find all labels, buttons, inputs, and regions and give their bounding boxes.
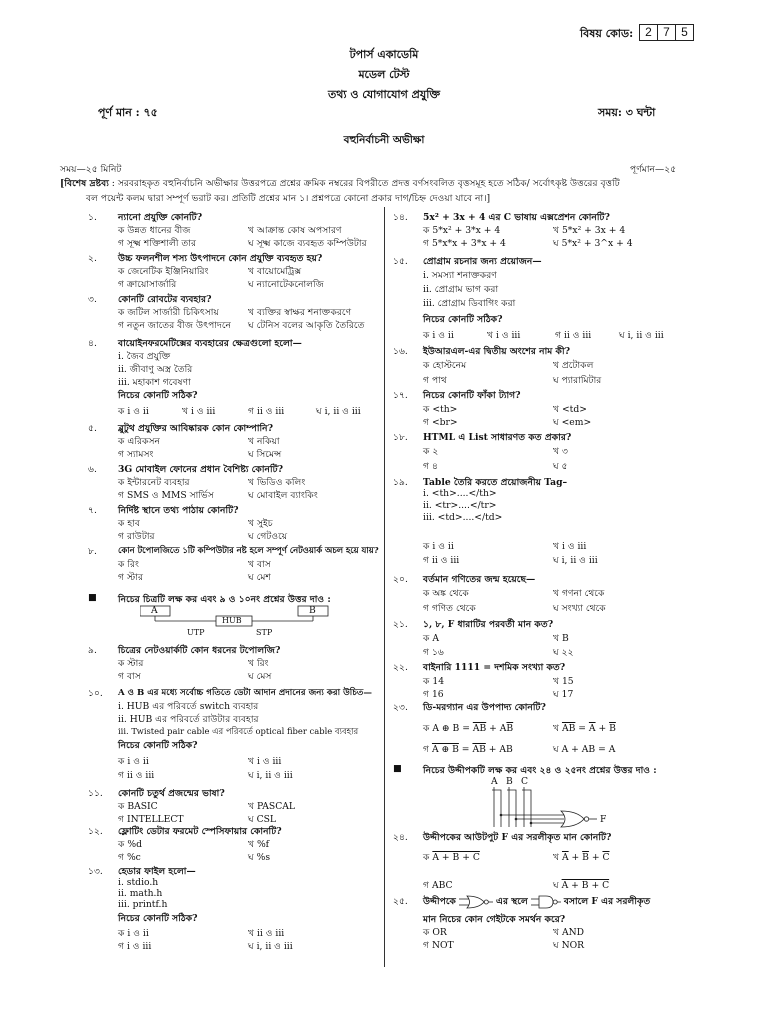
option-gha[interactable]: ঘ %s — [248, 852, 271, 863]
option-gha[interactable]: ঘ টেনিস বলের আকৃতি তৈরিতে — [248, 320, 365, 331]
expr-part: A + B + C — [432, 852, 480, 863]
option-ka[interactable]: ক জটিল সার্জারী চিকিৎসায় — [118, 307, 219, 318]
section-title: বহুনির্বাচনী অভীক্ষা — [343, 134, 425, 146]
q-text-part: এর স্থলে — [495, 896, 528, 907]
subject-name: তথ্য ও যোগাযোগ প্রযুক্তি — [327, 88, 441, 101]
option-ka[interactable]: ক %d — [118, 839, 142, 850]
option-ga[interactable]: গ ৪ — [423, 461, 438, 472]
option-ga[interactable]: গ 5*x*x + 3*x + 4 — [423, 238, 506, 249]
option-ga[interactable]: গ নতুন জাতের বীজ উৎপাদনে — [118, 320, 232, 331]
code-digit: 7 — [657, 24, 676, 41]
bullet: ■ — [393, 763, 402, 774]
option-ga[interactable]: গ INTELLECT — [118, 814, 184, 825]
option-ga[interactable]: গ বাস — [118, 671, 141, 682]
ask-text: নিচের কোনটি সঠিক? — [118, 913, 198, 924]
option-ga[interactable]: গ ii ও iii — [248, 406, 285, 417]
option-ka[interactable] — [423, 721, 513, 736]
not-gate-a — [492, 790, 501, 793]
statement: i. জৈব প্রযুক্তি — [118, 351, 171, 362]
expr-part: A + AB = A — [561, 744, 616, 755]
q-text: নির্দিষ্ট স্থানে তথ্য পাঠায় কোনটি? — [118, 505, 239, 516]
option-gha[interactable]: ঘ i, ii ও iii — [619, 330, 664, 341]
option-kha[interactable]: খ i ও iii — [487, 330, 521, 341]
nor-gate-icon — [459, 895, 493, 909]
expr-part: $\overline{A}$ — [561, 852, 569, 863]
option-kha[interactable]: খ সুইচ — [248, 518, 273, 529]
stimulus-text: নিচের চিত্রটি লক্ষ কর এবং ৯ ও ১০নং প্রশ্নের উত্তর দাও : — [118, 594, 331, 605]
option-ka[interactable] — [423, 850, 480, 865]
q-text — [423, 894, 650, 909]
q-number: ১২. — [88, 826, 103, 837]
option-kha[interactable]: খ <td> — [553, 404, 587, 415]
expr-part: ABC — [431, 880, 453, 891]
option-letter: খ — [553, 723, 560, 734]
option-letter: ঘ — [553, 880, 559, 891]
q-number: ৩. — [88, 294, 97, 305]
q-text: চিত্রের নেটওয়ার্কটি কোন ধরনের টপোলজি? — [118, 645, 281, 656]
option-ka[interactable]: ক জেনেটিক ইঞ্জিনিয়ারিং — [118, 266, 209, 277]
option-ka[interactable]: ক i ও ii — [118, 928, 149, 939]
q-text: মান নিচের কোন গেইটকে সমর্থন করে? — [423, 914, 566, 925]
option-ga[interactable]: গ ii ও iii — [118, 770, 155, 781]
option-ka[interactable]: ক 5*x² + 3*x + 4 — [423, 225, 501, 236]
output-f-label: F — [600, 814, 607, 825]
option-gha[interactable]: ঘ <em> — [553, 417, 592, 428]
q-text: প্রোগ্রাম রচনার জন্য প্রয়োজন— — [423, 256, 542, 267]
ask-text: নিচের কোনটি সঠিক? — [118, 740, 198, 751]
q-number: ১. — [88, 212, 97, 223]
q-text: বর্তমান গণিতের জন্ম হয়েছে— — [423, 574, 536, 585]
exam-name: মডেল টেস্ট — [358, 68, 410, 81]
q-text: উচ্চ ফলনশীল শস্য উৎপাদনে কোন প্রযুক্তি ব্যবহৃত হয়? — [118, 253, 323, 264]
option-ka[interactable]: ক রিং — [118, 559, 139, 570]
statement: i. HUB এর পরিবর্তে switch ব্যবহার — [118, 701, 259, 712]
q-number: ১৪. — [393, 212, 408, 223]
option-ga[interactable]: গ <br> — [423, 417, 458, 428]
statement: iii. printf.h — [118, 899, 168, 910]
option-ka[interactable]: ক ইন্টারনেট ব্যবহার — [118, 477, 190, 488]
option-kha[interactable]: খ 5*x² + 3x + 4 — [553, 225, 626, 236]
option-ka[interactable]: ক এরিকসন — [118, 436, 161, 447]
option-letter: গ — [423, 880, 430, 891]
option-ka[interactable]: ক স্টার — [118, 658, 144, 669]
option-letter: খ — [553, 852, 560, 863]
q-text: নিচের কোনটি ফাঁকা ট্যাগ? — [423, 390, 521, 401]
stimulus-text: নিচের উদ্দীপকটি লক্ষ কর এবং ২৪ ও ২৫নং প্রশ্নের উত্তর দাও : — [423, 765, 657, 776]
option-ka[interactable]: ক হাব — [118, 518, 140, 529]
statement: i. সমস্যা শনাক্তকরণ — [423, 270, 497, 281]
bullet: ■ — [88, 592, 97, 603]
option-gha[interactable]: ঘ ন্যানোটেকনোলজি — [248, 279, 324, 290]
option-gha[interactable]: ঘ প্যারামিটার — [553, 375, 602, 386]
option-gha[interactable]: ঘ গেটওয়ে — [248, 531, 288, 542]
option-ka[interactable]: ক হোস্টনেম — [423, 360, 467, 371]
option-ka[interactable]: ক i ও ii — [118, 756, 149, 767]
q-number: ১৯. — [393, 477, 408, 488]
q-number: ৪. — [88, 338, 97, 349]
q-text: ব্লুটুথ প্রযুক্তির আবিষ্কারক কোন কোম্পানি? — [118, 423, 274, 434]
not-gate-c — [522, 790, 531, 793]
option-gha[interactable]: ঘ NOR — [553, 940, 585, 951]
input-c-label: C — [521, 776, 529, 787]
option-gha[interactable]: ঘ 17 — [553, 689, 574, 700]
expr-part: $\overline{B}$ — [582, 852, 589, 863]
expr-part: $\overline{AB}$ — [472, 723, 487, 734]
statement: iii. প্রোগ্রাম ডিবাগিং করা — [423, 298, 516, 309]
option-kha[interactable]: খ 15 — [553, 676, 574, 687]
institution-name: টপার্স একাডেমি — [349, 48, 419, 61]
option-gha[interactable]: ঘ i, ii ও iii — [316, 406, 361, 417]
q-number: ২০. — [393, 574, 408, 585]
statement: ii. math.h — [118, 888, 163, 899]
ask-text: নিচের কোনটি সঠিক? — [423, 314, 503, 325]
nand-gate-icon — [531, 895, 561, 909]
option-ka[interactable]: ক i ও ii — [423, 541, 454, 552]
option-ka[interactable]: ক BASIC — [118, 801, 158, 812]
option-kha[interactable]: খ %f — [248, 839, 270, 850]
option-ka[interactable]: ক অঙ্ক থেকে — [423, 588, 469, 599]
q-number: ২৫. — [393, 896, 408, 907]
expr-part: $\overline{C}$ — [602, 852, 610, 863]
q-number: ১০. — [88, 688, 103, 699]
q-number: ২. — [88, 253, 97, 264]
q-text-part: উদ্দীপকে — [423, 896, 456, 907]
option-ka[interactable]: ক i ও ii — [118, 406, 149, 417]
expr-part: $\overline{AB}$ — [472, 744, 486, 755]
option-gha[interactable]: ঘ সূক্ষ্ম কাজে ব্যবহৃত কম্পিউটার — [248, 238, 367, 249]
q-number: ১৮. — [393, 432, 408, 443]
option-letter: গ — [423, 744, 430, 755]
statement: ii. HUB এর পরিবর্তে রাউটার ব্যবহার — [118, 714, 259, 725]
q-number: ৮. — [88, 546, 97, 557]
expr-part: $\overline{AB}$ — [561, 723, 576, 734]
junction-dot — [530, 822, 533, 825]
node-a-label: A — [151, 605, 158, 616]
q-text: A ও B এর মধ্যে সর্বোচ্চ গতিতে ডেটা আদান প্রদানের জন্য করা উচিত— — [118, 688, 372, 698]
q-text: কোন টপোলজিতে ১টি কম্পিউটার নষ্ট হলে সম্পূর্ণ নেটওয়ার্ক অচল হয়ে যায়? — [118, 545, 379, 555]
q-text: HTML এ List সাধারণত কত প্রকার? — [423, 432, 572, 443]
node-b-label: B — [309, 605, 316, 616]
option-kha[interactable]: খ প্রটোকল — [553, 360, 594, 371]
q-number: ২৪. — [393, 832, 408, 843]
q-text: ন্যানো প্রযুক্তি কোনটি? — [118, 212, 203, 223]
option-gha[interactable]: ঘ মেস — [248, 671, 272, 682]
option-ga[interactable]: গ NOT — [423, 940, 454, 951]
option-ka[interactable]: ক OR — [423, 927, 447, 938]
q-number: ১১. — [88, 788, 103, 799]
note-label: [বিশেষ দ্রষ্টব্য — [60, 178, 109, 189]
option-ga[interactable]: গ ক্রায়োসার্জারি — [118, 279, 177, 290]
q-number: ৭. — [88, 505, 97, 516]
q-text: উদ্দীপকের আউটপুট F এর সরলীকৃত মান কোনটি? — [423, 832, 612, 843]
q-text: হেডার ফাইল হলো— — [118, 866, 196, 877]
option-kha[interactable]: খ বাস — [248, 559, 271, 570]
option-ka[interactable]: ক A — [423, 633, 439, 644]
option-kha[interactable]: খ নকিয়া — [248, 436, 280, 447]
expr-part: $\overline{B}$ — [609, 723, 616, 734]
utp-label: UTP — [187, 628, 205, 637]
q-text: ইউআরএল-এর দ্বিতীয় অংশের নাম কী? — [423, 346, 570, 357]
option-ga[interactable]: গ সূক্ষ্ম শক্তিশালী তার — [118, 238, 197, 249]
subject-code-box — [640, 24, 694, 41]
statement: ii. প্রোগ্রাম ভাগ করা — [423, 284, 499, 295]
option-kha[interactable] — [553, 721, 616, 736]
statement: i. stdio.h — [118, 877, 159, 888]
expr-part: A ⊕ B = — [432, 723, 473, 734]
section-time: সময়—২৫ মিনিট — [60, 164, 122, 175]
option-gha[interactable] — [553, 878, 609, 893]
expr-part: + A — [486, 723, 507, 734]
option-gha[interactable]: ঘ ৫ — [553, 461, 568, 472]
hub-label: HUB — [222, 616, 242, 625]
option-gha[interactable]: ঘ মোবাইল ব্যাংকিং — [248, 490, 318, 501]
section-marks: পূর্ণমান—২৫ — [630, 164, 677, 175]
option-kha[interactable]: খ ভিডিও কলিং — [248, 477, 306, 488]
expr-part: $\overline{B}$ — [506, 723, 514, 734]
option-gha[interactable]: ঘ মেশ — [248, 572, 271, 583]
option-gha[interactable]: ঘ 5*x² + 3^x + 4 — [553, 238, 633, 249]
nor-gate — [561, 811, 584, 827]
option-ga[interactable]: গ %c — [118, 852, 141, 863]
q-text: বায়োইনফরমেটিক্সের ব্যবহারের ক্ষেত্রগুলো হলো— — [118, 338, 302, 349]
q-text: 5x² + 3x + 4 এর C ভাষায় এক্সপ্রেশন কোনটি? — [423, 212, 610, 223]
option-ga[interactable] — [423, 878, 453, 893]
option-kha[interactable]: খ i ও iii — [182, 406, 216, 417]
option-gha[interactable]: ঘ সংখ্যা থেকে — [553, 603, 606, 614]
option-ka[interactable]: ক <th> — [423, 404, 458, 415]
logic-circuit-diagram — [489, 787, 599, 829]
option-gha[interactable]: ঘ i, ii ও iii — [248, 770, 293, 781]
statement: ii. জীবাণু অস্ত্র তৈরি — [118, 364, 193, 375]
option-ga[interactable]: গ 16 — [423, 689, 444, 700]
statement: iii. <td>....</td> — [423, 512, 503, 523]
expr-part: + — [595, 723, 610, 734]
option-ga[interactable]: গ গণিত থেকে — [423, 603, 476, 614]
code-digit: 5 — [675, 24, 694, 41]
code-digit: 2 — [639, 24, 658, 41]
ask-text: নিচের কোনটি সঠিক? — [118, 390, 198, 401]
q-text: কোনটি চতুর্থ প্রজন্মের ভাষা? — [118, 788, 225, 799]
full-marks: পূর্ণ মান : ৭৫ — [98, 106, 158, 119]
q-number: ১৭. — [393, 390, 408, 401]
option-kha[interactable]: খ বায়োমেট্রিক্স — [248, 266, 302, 277]
q-number: ২১. — [393, 619, 408, 630]
q-text: ডি-মরগ্যান এর উপপাদ্য কোনটি? — [423, 702, 546, 713]
q-text: কোনটি রোবটের ব্যবহার? — [118, 294, 212, 305]
option-kha[interactable]: খ PASCAL — [248, 801, 295, 812]
option-ka[interactable]: ক i ও ii — [423, 330, 454, 341]
column-divider — [384, 207, 385, 967]
option-ga[interactable]: গ i ও iii — [118, 941, 152, 952]
junction-dot — [500, 814, 503, 817]
exam-time: সময়: ৩ ঘন্টা — [598, 106, 656, 119]
note-line: : সরবরাহকৃত বহুনির্বাচনি অভীক্ষার উত্তরপত্রে প্রশ্নের ক্রমিক নম্বরের বিপরীতে প্রদত্ত বর্ণসংবলিত বৃত্তসমূহ হতে সঠিক/ সর্বোৎকৃষ্ট উত্তরের বৃত্তটি — [111, 178, 620, 189]
q-text-part: বসালে F এর সরলীকৃত — [563, 896, 651, 907]
expr-part: $\overline{A}$ — [588, 723, 596, 734]
q-text: ফ্লোটিং ডেটার ফরমেট স্পেসিফায়ার কোনটি? — [118, 826, 282, 837]
q-number: ১৫. — [393, 256, 408, 267]
option-ga[interactable]: গ পাথ — [423, 375, 447, 386]
expr-part: = — [575, 723, 589, 734]
input-a-label: A — [491, 776, 498, 787]
q-text: বাইনারি 1111 = দশমিক সংখ্যা কত? — [423, 662, 566, 673]
option-ka[interactable]: ক 14 — [423, 676, 445, 687]
option-kha[interactable]: খ i ও iii — [553, 541, 587, 552]
option-kha[interactable]: খ ব্যক্তির স্বাক্ষর শনাক্তকরণে — [248, 307, 352, 318]
q-number: ৯. — [88, 645, 97, 656]
statement: iii. Twisted pair cable এর পরিবর্তে optical fiber cable ব্যবহার — [118, 726, 359, 736]
q-text: Table তৈরি করতে প্রয়োজনীয় Tag– — [423, 477, 568, 488]
option-kha[interactable]: খ $\overline{A} + \overline{B} + \overline{C}$ — [553, 852, 610, 863]
option-ga[interactable]: গ স্যামসং — [118, 449, 154, 460]
option-ga[interactable]: গ ১৬ — [423, 647, 444, 658]
option-kha[interactable]: খ আক্রান্ত কোষ অপসারণ — [248, 225, 342, 236]
expr-part: A + B + C — [561, 880, 610, 891]
option-ka[interactable]: ক ২ — [423, 446, 439, 457]
option-kha[interactable]: খ AND — [553, 927, 584, 938]
option-ga[interactable]: গ রাউটার — [118, 531, 155, 542]
q-text: 3G মোবাইল ফোনের প্রধান বৈশিষ্ট্য কোনটি? — [118, 464, 284, 475]
option-kha[interactable]: খ গণনা থেকে — [553, 588, 605, 599]
option-ga[interactable]: গ SMS ও MMS সার্ভিস — [118, 490, 214, 501]
q-number: ২২. — [393, 662, 408, 673]
q-number: ৬. — [88, 464, 97, 475]
option-letter: ক — [423, 723, 430, 734]
option-letter: ক — [423, 852, 430, 863]
subject-code-label: বিষয় কোড: — [580, 27, 634, 40]
option-ga[interactable]: গ ii ও iii — [555, 330, 592, 341]
statement: iii. মহাকাশ গবেষণা — [118, 377, 191, 388]
option-gha[interactable]: ঘ সিমেন্স — [248, 449, 282, 460]
option-kha[interactable]: খ ii ও iii — [248, 928, 285, 939]
nor-bubble — [584, 817, 588, 821]
special-note — [60, 176, 740, 191]
expr-part: A ⊕ B — [431, 744, 459, 755]
q-text: ১, ৮, F ধারাটির পরবর্তী মান কত? — [423, 619, 554, 630]
not-gate-b — [507, 790, 516, 793]
option-gha[interactable]: ঘ i, ii ও iii — [553, 555, 598, 566]
option-kha[interactable]: খ i ও iii — [248, 756, 282, 767]
expr-part: = — [458, 744, 473, 755]
option-kha[interactable]: খ রিং — [248, 658, 269, 669]
q-number: ২৩. — [393, 702, 408, 713]
option-gha[interactable]: ঘ CSL — [248, 814, 277, 825]
option-letter: ঘ — [553, 744, 559, 755]
option-ka[interactable]: ক উন্নত ধানের বীজ — [118, 225, 191, 236]
special-note-line2: বল পয়েন্ট কলম দ্বারা সম্পূর্ণ ভরাট কর। প্রতিটি প্রশ্নের মান ১। প্রশ্নপত্রে কোনো প্রকার দাগ/চিহ্ন দেওয়া যাবে না।] — [86, 193, 491, 204]
option-gha[interactable]: ঘ i, ii ও iii — [248, 941, 293, 952]
statement: ii. <tr>....</tr> — [423, 500, 497, 511]
expr-part: + AB — [485, 744, 513, 755]
q-number: ৫. — [88, 423, 97, 434]
q-number: ১৬. — [393, 346, 408, 357]
junction-dot — [515, 818, 518, 821]
input-b-label: B — [506, 776, 513, 787]
statement: i. <th>....</th> — [423, 488, 497, 499]
q-number: ১৩. — [88, 866, 103, 877]
option-gha[interactable]: ঘ ২২ — [553, 647, 574, 658]
option-ga[interactable]: গ স্টার — [118, 572, 143, 583]
option-kha[interactable]: খ ৩ — [553, 446, 568, 457]
option-kha[interactable]: খ B — [553, 633, 569, 644]
stp-label: STP — [256, 628, 273, 637]
option-ga[interactable]: গ ii ও iii — [423, 555, 460, 566]
option-gha[interactable] — [553, 742, 615, 757]
option-ga[interactable] — [423, 742, 513, 757]
